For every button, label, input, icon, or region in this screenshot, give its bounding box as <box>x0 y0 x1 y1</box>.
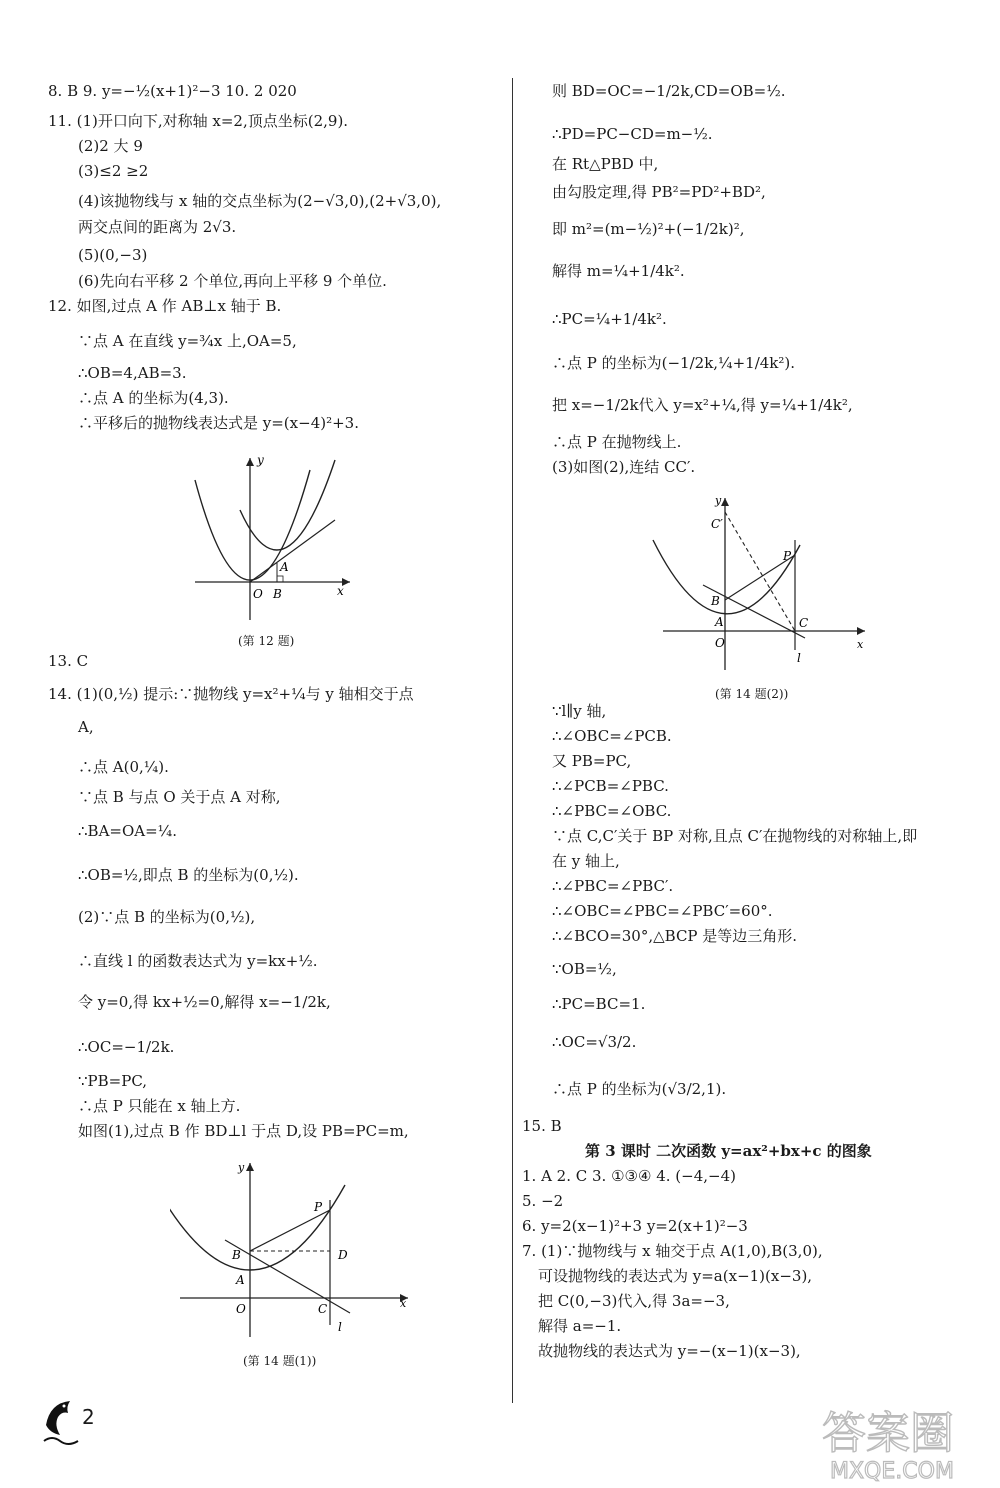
fig12-label-y: y <box>257 453 264 467</box>
fig12-label-x: x <box>337 584 344 598</box>
text-line: ∵l∥y 轴, <box>552 702 607 720</box>
figure-14-2 <box>645 490 875 675</box>
text-line: 即 m²=(m−½)²+(−1/2k)², <box>552 220 745 238</box>
text-line: (4)该抛物线与 x 轴的交点坐标为(2−√3,0),(2+√3,0), <box>78 192 442 210</box>
fig14a-label-c: C <box>318 1302 328 1316</box>
watermark-logo <box>818 1400 988 1482</box>
text-line: 12. 如图,过点 A 作 AB⊥x 轴于 B. <box>48 297 282 315</box>
fig12-label-b: B <box>273 587 282 601</box>
text-line: ∴PD=PC−CD=m−½. <box>552 125 713 143</box>
text-line: ∴∠PBC=∠OBC. <box>552 802 672 820</box>
fig12-label-a: A <box>280 560 289 574</box>
text-line: ∴PC=¼+1/4k². <box>552 310 667 328</box>
text-line: 第 3 课时 二次函数 y=ax²+bx+c 的图象 <box>585 1142 872 1160</box>
dolphin-logo-icon <box>40 1395 82 1450</box>
text-line: (5)(0,−3) <box>78 246 148 264</box>
fig14b-label-y: y <box>715 494 722 507</box>
text-line: 故抛物线的表达式为 y=−(x−1)(x−3), <box>538 1342 801 1360</box>
text-line: ∴BA=OA=¼. <box>78 822 177 840</box>
text-line: ∴∠BCO=30°,△BCP 是等边三角形. <box>552 927 798 945</box>
text-line: ∴OC=√3/2. <box>552 1033 637 1051</box>
fig12-caption: (第 12 题) <box>238 634 295 648</box>
text-line: 两交点间的距离为 2√3. <box>78 218 237 236</box>
text-line: ∴点 P 的坐标为(√3/2,1). <box>552 1080 727 1098</box>
text-line: ∵点 C,C′关于 BP 对称,且点 C′在抛物线的对称轴上,即 <box>552 827 918 845</box>
text-line: 5. −2 <box>522 1192 564 1210</box>
text-line: ∴点 P 在抛物线上. <box>552 433 682 451</box>
fig14a-label-o: O <box>236 1302 246 1316</box>
text-line: ∵PB=PC, <box>78 1072 148 1090</box>
fig14b-label-b: B <box>711 594 720 608</box>
figure-14-1 <box>170 1155 420 1345</box>
fig14a-label-d: D <box>338 1248 348 1262</box>
fig14b-label-p: P <box>783 549 792 563</box>
text-line: 11. (1)开口向下,对称轴 x=2,顶点坐标(2,9). <box>48 112 349 130</box>
text-line: 由勾股定理,得 PB²=PD²+BD², <box>552 183 766 201</box>
text-line: 14. (1)(0,½) 提示:∵抛物线 y=x²+¼与 y 轴相交于点 <box>48 685 414 703</box>
text-line: 13. C <box>48 652 89 670</box>
text-line: 解得 a=−1. <box>538 1317 622 1335</box>
text-line: 8. B 9. y=−½(x+1)²−3 10. 2 020 <box>48 82 297 100</box>
text-line: ∵OB=½, <box>552 960 617 978</box>
text-line: ∴点 P 的坐标为(−1/2k,¼+1/4k²). <box>552 354 796 372</box>
text-line: (6)先向右平移 2 个单位,再向上平移 9 个单位. <box>78 272 387 290</box>
text-line: 解得 m=¼+1/4k². <box>552 262 685 280</box>
text-line: 15. B <box>522 1117 562 1135</box>
fig14-2-caption: (第 14 题(2)) <box>715 687 789 701</box>
text-line: ∴∠PBC=∠PBC′. <box>552 877 674 895</box>
text-line: 把 x=−1/2k代入 y=x²+¼,得 y=¼+1/4k², <box>552 396 853 414</box>
text-line: ∴∠OBC=∠PBC=∠PBC′=60°. <box>552 902 773 920</box>
fig14b-label-c: C <box>799 616 809 630</box>
text-line: (3)≤2 ≥2 <box>78 162 149 180</box>
text-line: ∴PC=BC=1. <box>552 995 646 1013</box>
text-line: ∴∠PCB=∠PBC. <box>552 777 669 795</box>
text-line: ∴OC=−1/2k. <box>78 1038 175 1056</box>
column-divider <box>512 78 513 1403</box>
svg-text:MXQE.COM: MXQE.COM <box>830 1459 954 1482</box>
text-line: (2)∵点 B 的坐标为(0,½), <box>78 908 256 926</box>
fig14a-label-l: l <box>338 1320 342 1334</box>
text-line: 可设抛物线的表达式为 y=a(x−1)(x−3), <box>538 1267 813 1285</box>
fig14a-label-x: x <box>400 1297 407 1310</box>
text-line: ∴平移后的抛物线表达式是 y=(x−4)²+3. <box>78 414 359 432</box>
fig14-1-caption: (第 14 题(1)) <box>243 1354 317 1368</box>
text-line: ∴直线 l 的函数表达式为 y=kx+½. <box>78 952 318 970</box>
text-line: 1. A 2. C 3. ①③④ 4. (−4,−4) <box>522 1167 736 1185</box>
text-line: 则 BD=OC=−1/2k,CD=OB=½. <box>552 82 786 100</box>
text-line: ∵点 B 与点 O 关于点 A 对称, <box>78 788 281 806</box>
text-line: ∵点 A 在直线 y=¾x 上,OA=5, <box>78 332 297 350</box>
text-line: 把 C(0,−3)代入,得 3a=−3, <box>538 1292 730 1310</box>
text-line: (2)2 大 9 <box>78 137 143 155</box>
text-line: 在 y 轴上, <box>552 852 620 870</box>
fig14a-label-b: B <box>232 1248 241 1262</box>
page-number: 2 <box>82 1405 95 1429</box>
fig14b-label-cprime: C′ <box>711 517 723 531</box>
fig12-label-o: O <box>253 587 263 601</box>
fig14b-label-x: x <box>857 638 864 651</box>
fig14b-label-a: A <box>715 615 724 629</box>
text-line: 6. y=2(x−1)²+3 y=2(x+1)²−3 <box>522 1217 748 1235</box>
text-line: 又 PB=PC, <box>552 752 632 770</box>
text-line: ∴点 A 的坐标为(4,3). <box>78 389 229 407</box>
text-line: ∴OB=½,即点 B 的坐标为(0,½). <box>78 866 299 884</box>
text-line: 如图(1),过点 B 作 BD⊥l 于点 D,设 PB=PC=m, <box>78 1122 409 1140</box>
fig14a-label-y: y <box>238 1161 245 1174</box>
fig14a-label-a: A <box>236 1273 245 1287</box>
text-line: 7. (1)∵抛物线与 x 轴交于点 A(1,0),B(3,0), <box>522 1242 823 1260</box>
figure-12 <box>185 450 365 630</box>
text-line: 在 Rt△PBD 中, <box>552 155 659 173</box>
text-line: ∴OB=4,AB=3. <box>78 364 187 382</box>
fig14b-label-o: O <box>715 636 725 650</box>
fig14a-label-p: P <box>314 1200 323 1214</box>
text-line: ∴点 P 只能在 x 轴上方. <box>78 1097 241 1115</box>
fig14b-label-l: l <box>797 651 801 665</box>
svg-text:答案圈: 答案圈 <box>822 1408 954 1459</box>
text-line: ∴∠OBC=∠PCB. <box>552 727 672 745</box>
text-line: A, <box>78 718 94 736</box>
text-line: (3)如图(2),连结 CC′. <box>552 458 696 476</box>
text-line: 令 y=0,得 kx+½=0,解得 x=−1/2k, <box>78 993 331 1011</box>
text-line: ∴点 A(0,¼). <box>78 758 169 776</box>
